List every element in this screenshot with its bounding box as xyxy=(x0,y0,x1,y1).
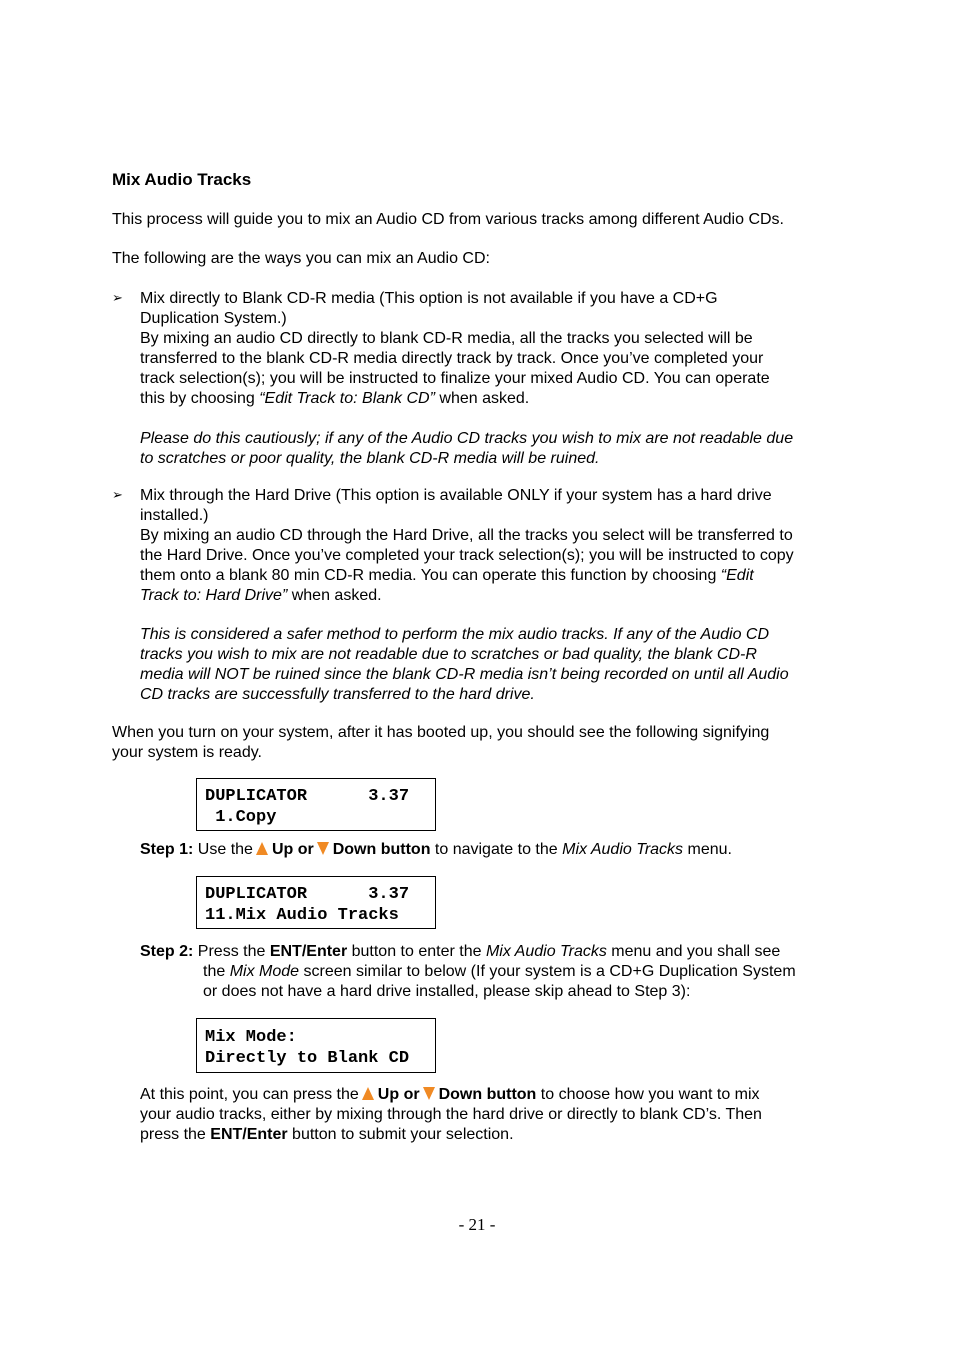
key-name: ENT/Enter xyxy=(269,943,348,960)
option2-line: Mix through the Hard Drive (This option is available ONLY if your system has a hard drive xyxy=(140,487,772,504)
step-label: Step 1: xyxy=(140,841,194,858)
text-run: Use the xyxy=(193,841,253,858)
text-run: menu. xyxy=(683,841,732,858)
option1-line: By mixing an audio CD directly to blank CD-R media, all the tracks you selected will be xyxy=(140,330,753,347)
lcd-row: 1.Copy xyxy=(205,808,277,827)
step2-line xyxy=(140,962,796,982)
ways-intro: The following are the ways you can mix an Audio CD: xyxy=(112,250,490,267)
option2-line xyxy=(140,566,794,586)
option2-line xyxy=(140,586,794,606)
menu-option-text: “Edit Track to: Blank CD” xyxy=(259,390,435,407)
text-run: when asked. xyxy=(287,587,382,604)
text-run: At this point, you can press the xyxy=(140,1086,359,1103)
option2-line: installed.) xyxy=(140,507,209,524)
lcd-row: DUPLICATOR 3.37 xyxy=(205,885,410,904)
up-button-label: Up or xyxy=(377,1086,420,1103)
menu-option-text: “Edit xyxy=(720,567,754,584)
step2-line xyxy=(140,942,796,962)
menu-option-text: Track to: Hard Drive” xyxy=(140,587,288,604)
lcd-display-mix-mode xyxy=(196,1018,436,1073)
lcd-row: 11.Mix Audio Tracks xyxy=(205,906,399,925)
screen-name: Mix Mode xyxy=(229,963,300,980)
lcd-row: DUPLICATOR 3.37 xyxy=(205,787,410,806)
option2-note: tracks you wish to mix are not readable due to scratches or bad quality, the blank CD-R xyxy=(140,646,757,663)
lcd-row: Mix Mode: xyxy=(205,1028,297,1047)
up-triangle-icon xyxy=(362,1087,374,1100)
boot-paragraph xyxy=(112,723,769,763)
up-button-label: Up or xyxy=(271,841,314,858)
text-run: this by choosing xyxy=(140,390,260,407)
option1-line: transferred to the blank CD-R media directly track by track. Once you’ve completed your xyxy=(140,350,764,367)
step1-instruction xyxy=(140,840,732,860)
lcd-display-mix-audio xyxy=(196,876,436,929)
text-run: button to submit your selection. xyxy=(287,1126,514,1143)
option2-block xyxy=(140,486,794,705)
section-heading: Mix Audio Tracks xyxy=(112,170,252,189)
key-name: ENT/Enter xyxy=(210,1126,288,1143)
menu-name: Mix Audio Tracks xyxy=(485,943,607,960)
text-run: press the xyxy=(140,1126,211,1143)
text-run: them onto a blank 80 min CD-R media. You can operate this function by choosing xyxy=(140,567,721,584)
option1-line: track selection(s); you will be instructed to finalize your mixed Audio CD. You can operate xyxy=(140,370,770,387)
step2-instruction xyxy=(140,942,796,1002)
down-triangle-icon xyxy=(317,842,329,855)
final-line: your audio tracks, either by mixing through the hard drive or directly to blank CD’s. Then xyxy=(140,1106,762,1123)
arrow-bullet-icon: ➢ xyxy=(112,488,123,503)
text-run: menu and you shall see xyxy=(606,943,781,960)
text-run: Press the xyxy=(193,943,270,960)
intro-paragraph: This process will guide you to mix an Audio CD from various tracks among different Audio CDs. xyxy=(112,211,784,228)
text-run: when asked. xyxy=(434,390,530,407)
step-label: Step 2: xyxy=(140,943,194,960)
option1-warning: Please do this cautiously; if any of the Audio CD tracks you wish to mix are not readable due xyxy=(140,430,794,447)
option2-note: media will NOT be ruined since the blank CD-R media isn’t being recorded on until all Audio xyxy=(140,666,789,683)
text-run: to navigate to the xyxy=(430,841,563,858)
option2-note: This is considered a safer method to perform the mix audio tracks. If any of the Audio CD xyxy=(140,626,770,643)
lcd-display-copy xyxy=(196,778,436,831)
up-triangle-icon xyxy=(256,842,268,855)
option2-line: By mixing an audio CD through the Hard Drive, all the tracks you select will be transferred to xyxy=(140,527,793,544)
down-triangle-icon xyxy=(423,1087,435,1100)
text-run: button to enter the xyxy=(347,943,486,960)
final-line xyxy=(140,1085,762,1105)
option1-line: Mix directly to Blank CD-R media (This option is not available if you have a CD+G xyxy=(140,290,718,307)
option1-line xyxy=(140,389,793,409)
text-run: the xyxy=(203,963,230,980)
final-paragraph xyxy=(140,1085,762,1145)
option1-block xyxy=(140,289,793,469)
option2-note: CD tracks are successfully transferred to the hard drive. xyxy=(140,686,535,703)
down-button-label: Down button xyxy=(438,1086,537,1103)
step2-line: or does not have a hard drive installed, please skip ahead to Step 3): xyxy=(203,983,691,1000)
option1-line: Duplication System.) xyxy=(140,310,287,327)
boot-line: When you turn on your system, after it has booted up, you should see the following signifying xyxy=(112,724,770,741)
down-button-label: Down button xyxy=(332,841,431,858)
final-line xyxy=(140,1125,762,1145)
option1-warning: to scratches or poor quality, the blank CD-R media will be ruined. xyxy=(140,450,600,467)
boot-line: your system is ready. xyxy=(112,744,262,761)
menu-name: Mix Audio Tracks xyxy=(562,841,684,858)
page-number: - 21 - xyxy=(458,1215,496,1234)
text-run: screen similar to below (If your system is a CD+G Duplication System xyxy=(299,963,796,980)
text-run: to choose how you want to mix xyxy=(536,1086,760,1103)
arrow-bullet-icon: ➢ xyxy=(112,291,123,306)
option2-line: the Hard Drive. Once you’ve completed your track selection(s); you will be instructed to copy xyxy=(140,547,794,564)
lcd-row: Directly to Blank CD xyxy=(205,1049,410,1068)
